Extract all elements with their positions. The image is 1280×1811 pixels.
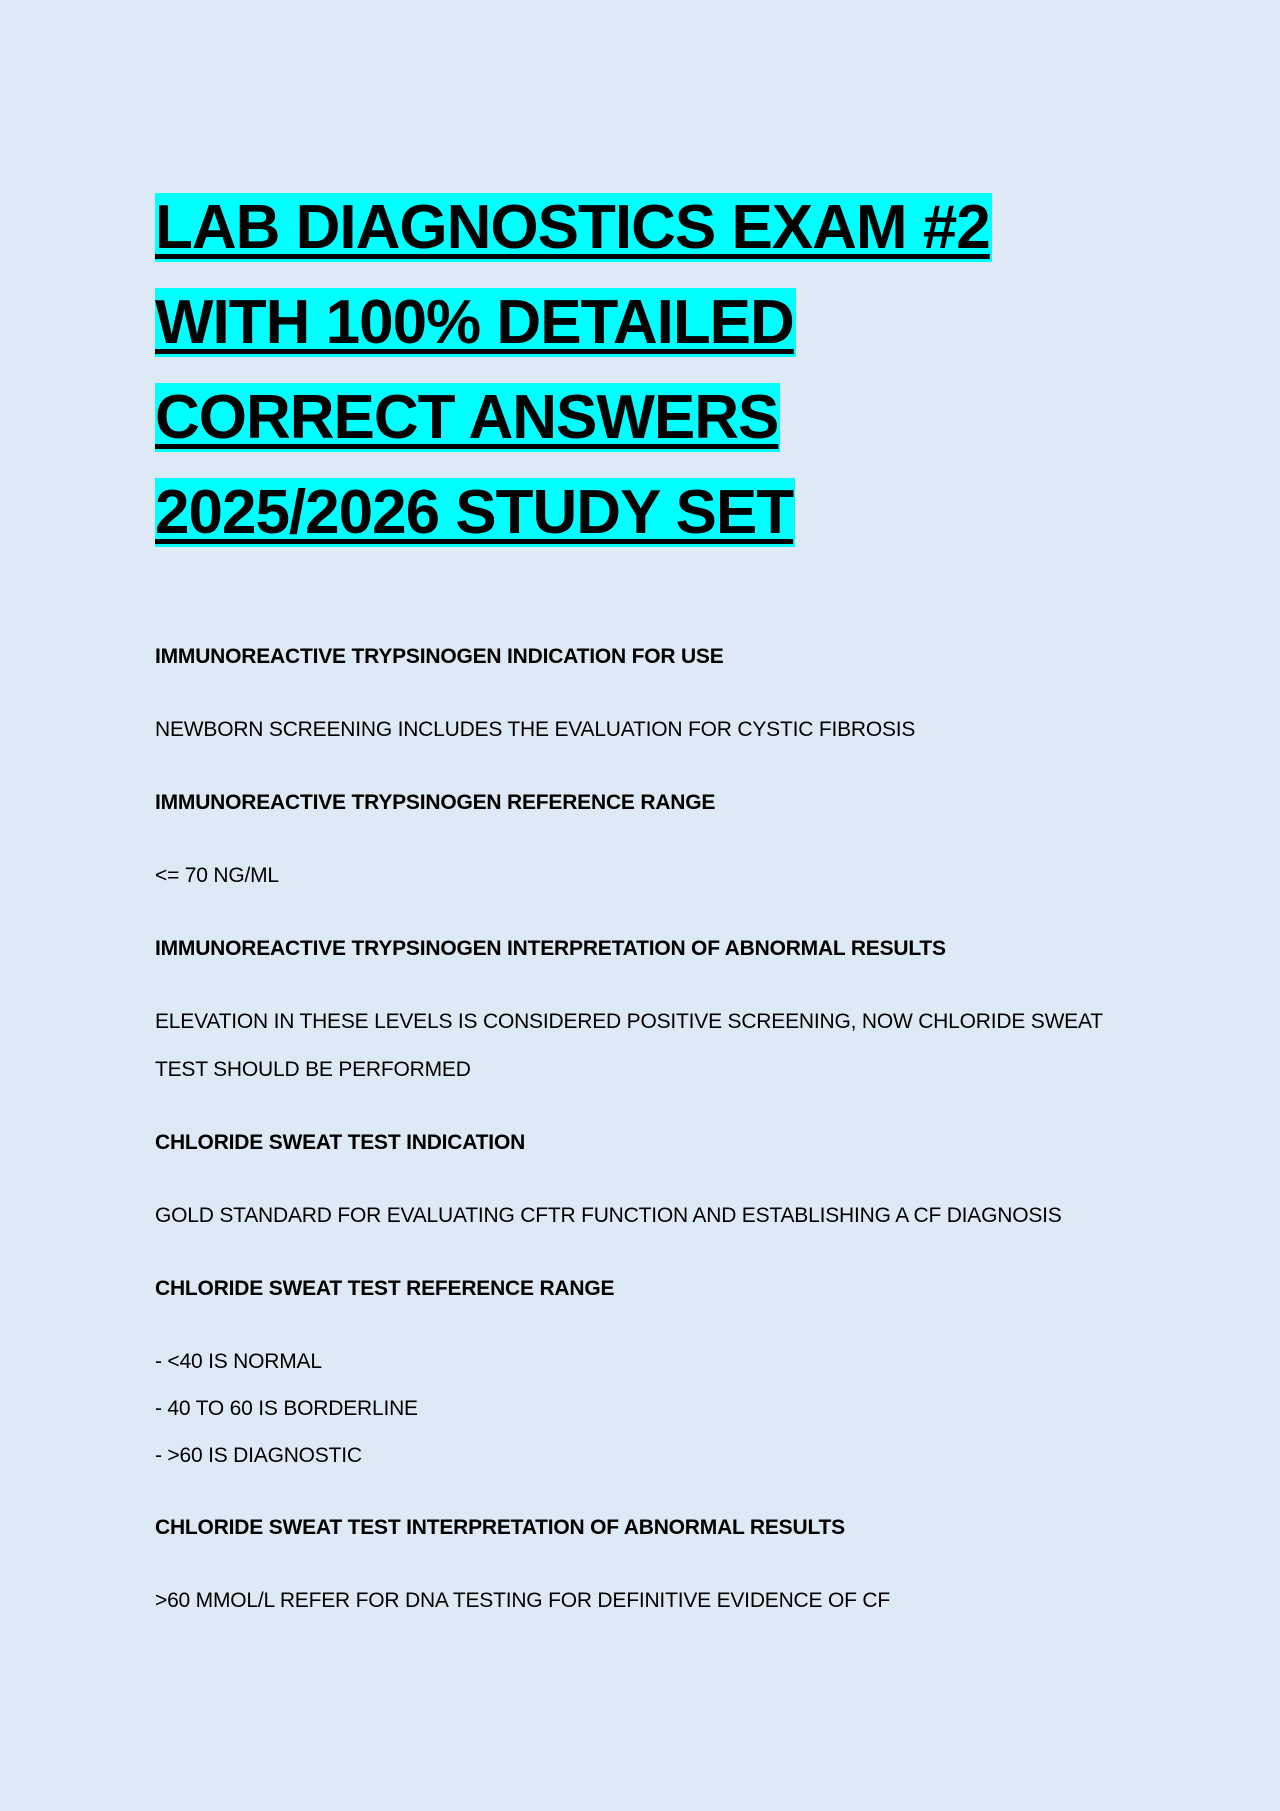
document-page <box>155 180 1135 1662</box>
question-heading: CHLORIDE SWEAT TEST REFERENCE RANGE <box>155 1277 615 1300</box>
list-item: - >60 IS DIAGNOSTIC <box>155 1444 362 1467</box>
question-heading: IMMUNOREACTIVE TRYPSINOGEN INTERPRETATION OF ABNORMAL RESULTS <box>155 937 946 960</box>
answer-text: ELEVATION IN THESE LEVELS IS CONSIDERED POSITIVE SCREENING, NOW CHLORIDE SWEAT TEST SHOULD BE PERFORMED <box>155 1010 1103 1081</box>
answer-text: <= 70 NG/ML <box>155 864 279 887</box>
title-line: 2025/2026 STUDY SET <box>155 478 794 547</box>
document-title <box>155 180 1135 560</box>
answer-text: GOLD STANDARD FOR EVALUATING CFTR FUNCTION AND ESTABLISHING A CF DIAGNOSIS <box>155 1204 1062 1227</box>
title-line: CORRECT ANSWERS <box>155 383 779 452</box>
answer-list <box>155 1338 1135 1479</box>
list-item: - <40 IS NORMAL <box>155 1350 322 1373</box>
question-heading: IMMUNOREACTIVE TRYPSINOGEN REFERENCE RANGE <box>155 791 716 814</box>
question-heading: CHLORIDE SWEAT TEST INDICATION <box>155 1131 526 1154</box>
title-line: LAB DIAGNOSTICS EXAM #2 <box>155 193 990 262</box>
answer-text: >60 MMOL/L REFER FOR DNA TESTING FOR DEFINITIVE EVIDENCE OF CF <box>155 1589 890 1612</box>
title-line: WITH 100% DETAILED <box>155 288 794 357</box>
list-item: - 40 TO 60 IS BORDERLINE <box>155 1397 418 1420</box>
question-heading: CHLORIDE SWEAT TEST INTERPRETATION OF ABNORMAL RESULTS <box>155 1516 845 1539</box>
question-answer-list <box>155 645 1135 1613</box>
answer-text: NEWBORN SCREENING INCLUDES THE EVALUATION FOR CYSTIC FIBROSIS <box>155 718 916 741</box>
question-heading: IMMUNOREACTIVE TRYPSINOGEN INDICATION FOR USE <box>155 645 724 668</box>
